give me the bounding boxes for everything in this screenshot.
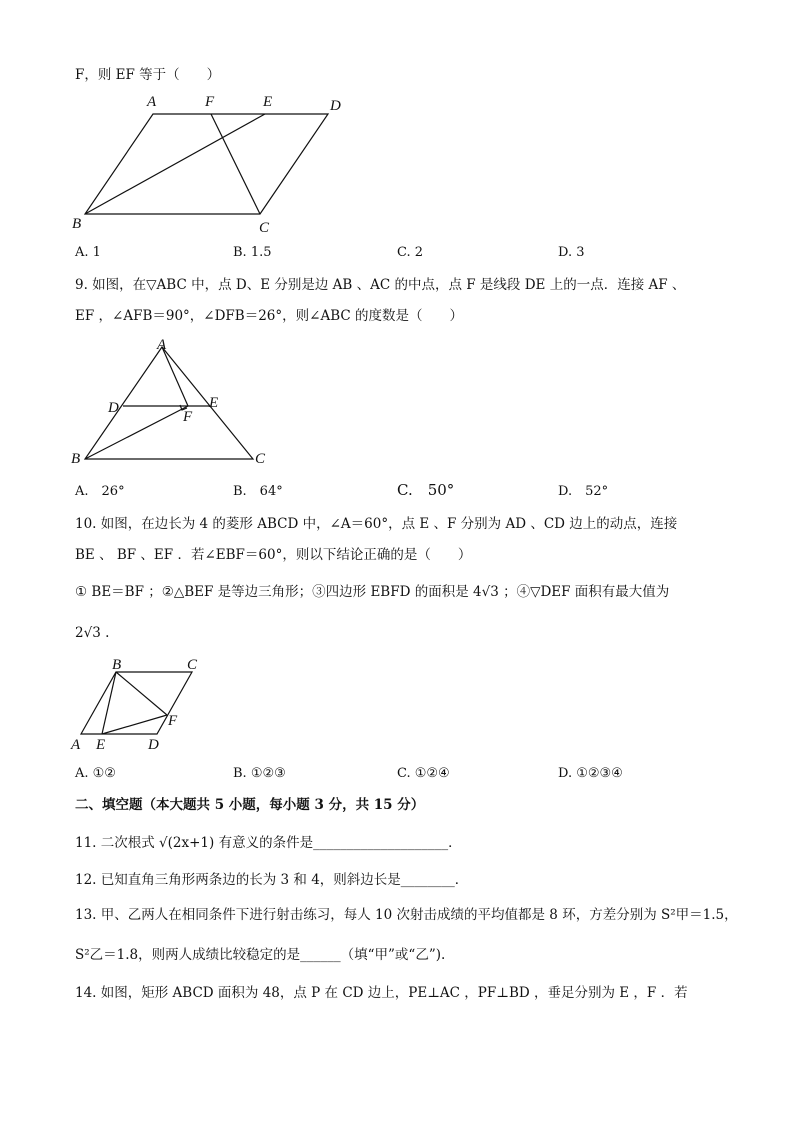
q9-figure <box>65 335 285 470</box>
label-d: D <box>108 400 119 416</box>
label-d: D <box>148 737 159 753</box>
q8-figure <box>60 90 360 240</box>
q10-option-d: D. ①②③④ <box>558 766 623 781</box>
q10-line-2: BE 、 BF 、EF ．若∠EBF＝60°，则以下结论正确的是（ ） <box>75 547 472 563</box>
label-f: F <box>168 713 178 729</box>
label-b: B <box>112 657 122 673</box>
label-e: E <box>209 395 219 411</box>
label-a: A <box>71 737 81 753</box>
q10-line-1: 10. 如图，在边长为 4 的菱形 ABCD 中，∠A＝60°，点 E 、F 分别为 AD 、CD 边上的动点，连接 <box>75 516 678 532</box>
q14-text: 14. 如图，矩形 ABCD 面积为 48，点 P 在 CD 边上，PE⊥AC ，PF⊥BD ，垂足分别为 E ，F ．若 <box>75 985 688 1001</box>
q13-line-1: 13. 甲、乙两人在相同条件下进行射击练习，每人 10 次射击成绩的平均值都是 8 环，方差分别为 S²甲＝1.5， <box>75 907 738 923</box>
label-f: F <box>183 409 193 425</box>
parallelogram-abcd <box>85 114 328 214</box>
segment-be <box>102 672 116 734</box>
q9-line-1: 9. 如图，在▽ABC 中，点 D、E 分别是边 AB 、AC 的中点，点 F 是线段 DE 上的一点．连接 AF 、 <box>75 277 686 293</box>
segment-be <box>85 114 265 214</box>
label-e: E <box>96 737 106 753</box>
segment-bf <box>85 406 188 459</box>
segment-cf <box>211 114 260 214</box>
section-heading: 二、填空题（本大题共 5 小题，每小题 3 分，共 15 分） <box>75 797 425 813</box>
label-b: B <box>71 451 81 467</box>
q10-line-4: 2√3 . <box>75 625 110 641</box>
q9-option-d: D. 52° <box>558 484 609 499</box>
q9-option-a: A. 26° <box>75 484 125 499</box>
label-a: A <box>147 94 157 110</box>
q8-option-b: B. 1.5 <box>233 245 272 260</box>
segment-bf <box>116 672 167 715</box>
q11-text: 11. 二次根式 √(2x+1) 有意义的条件是____________________． <box>75 835 462 851</box>
label-f: F <box>205 94 215 110</box>
label-e: E <box>263 94 273 110</box>
q10-option-b: B. ①②③ <box>233 766 286 781</box>
segment-ef <box>102 715 167 734</box>
label-b: B <box>72 216 82 232</box>
q9-option-b: B. 64° <box>233 484 283 499</box>
label-a: A <box>157 337 167 353</box>
label-c: C <box>187 657 198 673</box>
q9-option-c: C. 50° <box>397 481 455 499</box>
segment-af <box>162 347 188 406</box>
q8-text: F，则 EF 等于（ ） <box>75 67 221 83</box>
label-c: C <box>255 451 266 467</box>
q12-text: 12. 已知直角三角形两条边的长为 3 和 4，则斜边长是________． <box>75 872 469 888</box>
q8-option-a: A. 1 <box>75 245 101 260</box>
q13-line-2: S²乙＝1.8，则两人成绩比较稳定的是______（填“甲”或“乙”). <box>75 947 446 963</box>
q9-line-2: EF ，∠AFB＝90°，∠DFB＝26°，则∠ABC 的度数是（ ） <box>75 308 463 324</box>
q10-option-a: A. ①② <box>75 766 116 781</box>
label-c: C <box>259 220 270 236</box>
q8-option-d: D. 3 <box>558 245 585 260</box>
q8-option-c: C. 2 <box>397 245 424 260</box>
q10-option-c: C. ①②④ <box>397 766 450 781</box>
q10-figure <box>65 652 225 757</box>
q10-line-3: ① BE＝BF ；②△BEF 是等边三角形；③四边形 EBFD 的面积是 4√3 ；④▽DEF 面积有最大值为 <box>75 584 670 600</box>
label-d: D <box>330 98 341 114</box>
